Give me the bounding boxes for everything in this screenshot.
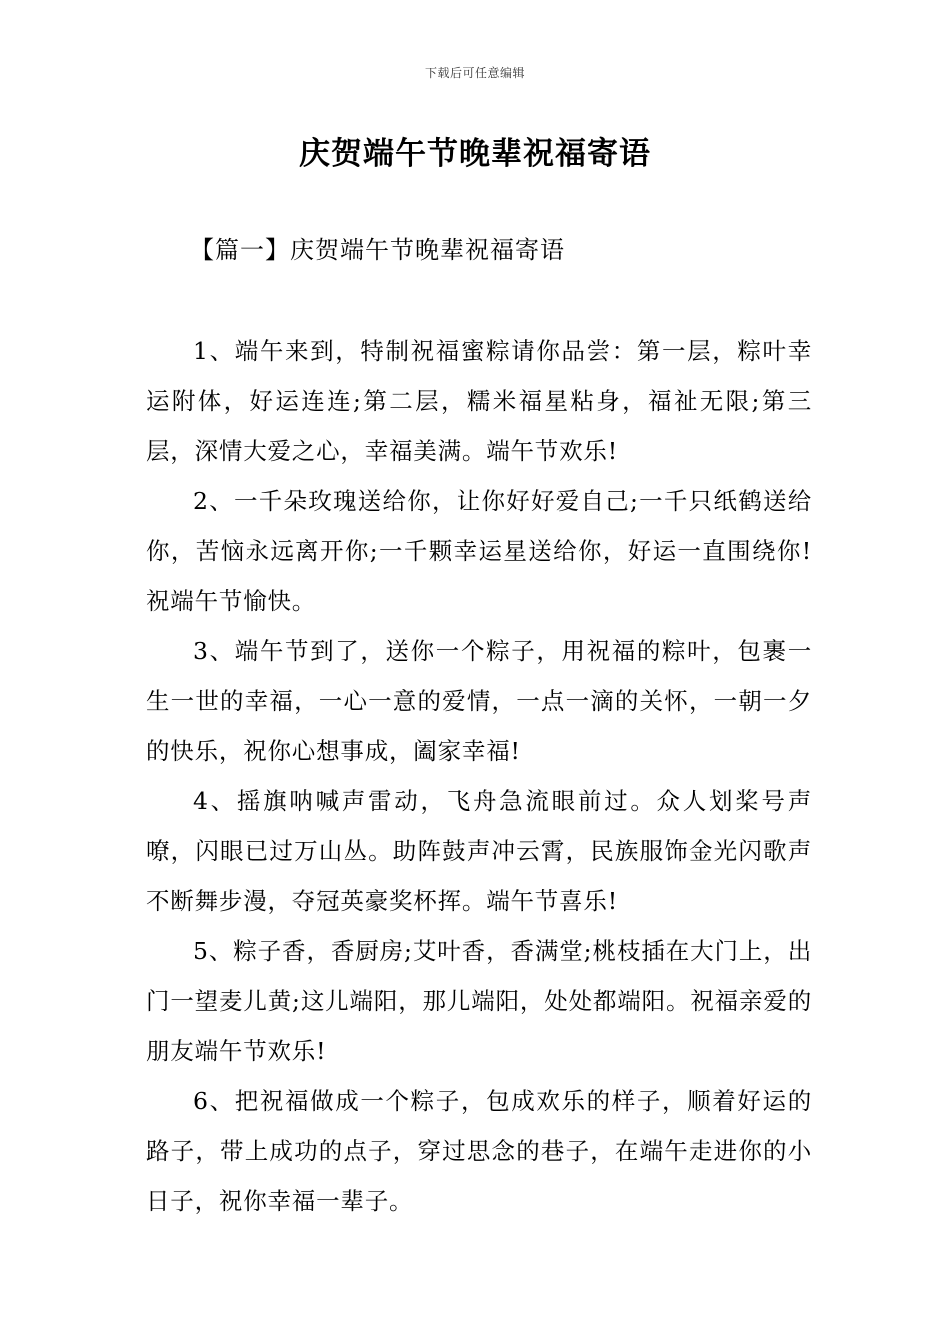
paragraph-1: 1、端午来到，特制祝福蜜粽请你品尝：第一层，粽叶幸运附体，好运连连;第二层，糯米福星粘身，福祉无限;第三层，深情大爱之心，幸福美满。端午节欢乐! [146, 337, 812, 465]
paragraph-5: 5、粽子香，香厨房;艾叶香，香满堂;桃枝插在大门上，出门一望麦儿黄;这儿端阳，那儿端阳，处处都端阳。祝福亲爱的朋友端午节欢乐! [146, 937, 812, 1065]
paragraph-6: 6、把祝福做成一个粽子，包成欢乐的样子，顺着好运的路子，带上成功的点子，穿过思念的巷子，在端午走进你的小日子，祝你幸福一辈子。 [146, 1087, 812, 1215]
paragraph-4: 4、摇旗呐喊声雷动，飞舟急流眼前过。众人划桨号声嘹，闪眼已过万山丛。助阵鼓声冲云霄，民族服饰金光闪歌声不断舞步漫，夺冠英豪奖杯挥。端午节喜乐! [146, 787, 812, 915]
paragraph-2: 2、一千朵玫瑰送给你，让你好好爱自己;一千只纸鹤送给你，苦恼永远离开你;一千颗幸运星送给你，好运一直围绕你!祝端午节愉快。 [146, 487, 812, 615]
document-body [146, 326, 812, 1226]
section-heading: 【篇一】庆贺端午节晚辈祝福寄语 [190, 236, 565, 264]
paragraph-3: 3、端午节到了，送你一个粽子，用祝福的粽叶，包裹一生一世的幸福，一心一意的爱情，一点一滴的关怀，一朝一夕的快乐，祝你心想事成，阖家幸福! [146, 637, 812, 765]
document-title: 庆贺端午节晚辈祝福寄语 [299, 136, 651, 172]
header-note: 下载后可任意编辑 [424, 66, 525, 80]
